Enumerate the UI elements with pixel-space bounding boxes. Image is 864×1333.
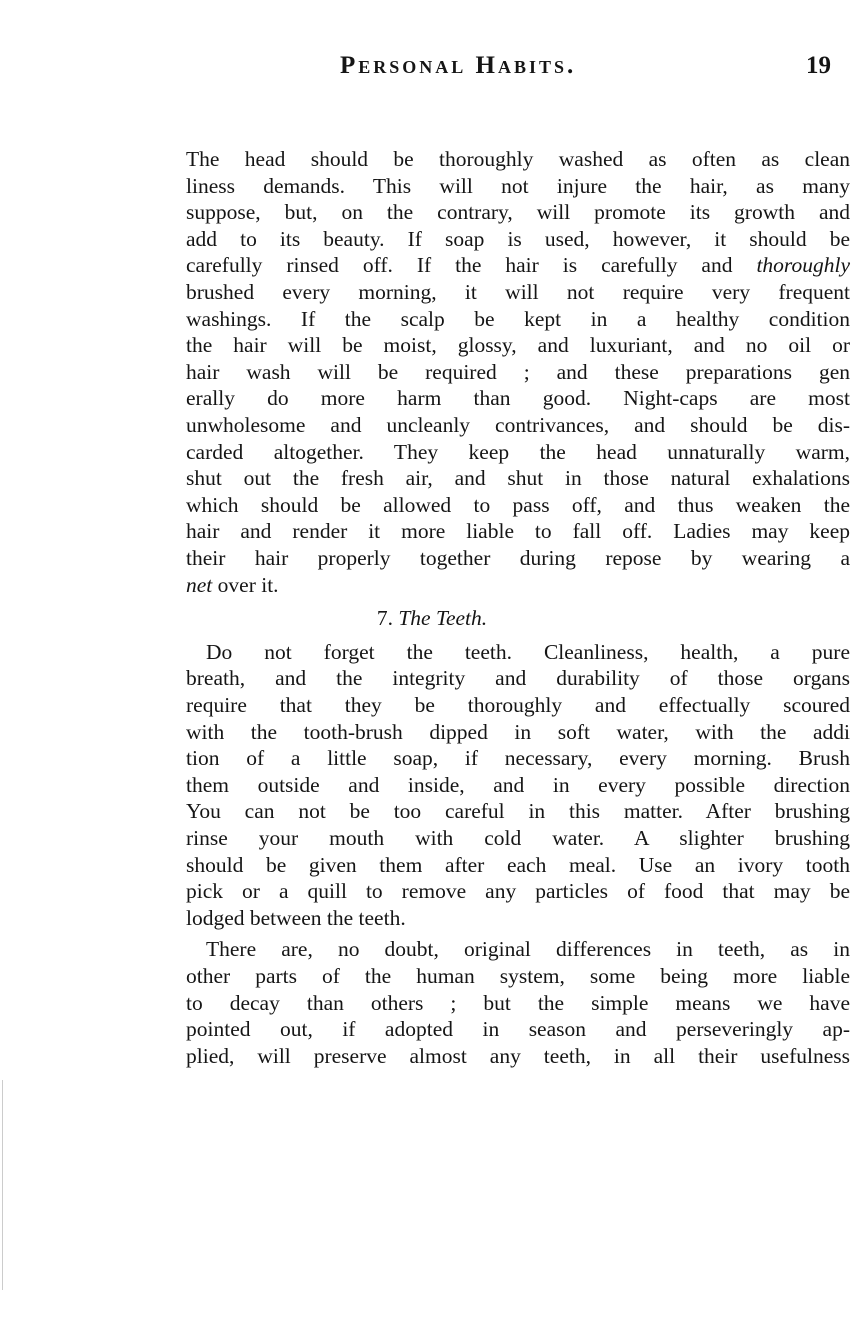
text-line: [186, 359, 850, 385]
italic-text: The Teeth.: [398, 606, 488, 631]
text-segment: 7.: [376, 606, 399, 631]
text-segment: hair wash will be required ; and these preparations gen: [186, 359, 850, 384]
text-line: [186, 146, 850, 172]
text-line: [186, 518, 850, 544]
text-line: [186, 332, 850, 358]
text-line: [186, 745, 850, 771]
text-line: [186, 990, 850, 1016]
text-line: [186, 772, 850, 798]
text-segment: over it.: [212, 572, 279, 597]
text-segment: hair and render it more liable to fall off. Ladies may keep: [186, 519, 850, 544]
italic-text: net: [186, 572, 213, 597]
text-segment: The head should be thoroughly washed as often as clean: [186, 147, 850, 171]
page-number: 19: [806, 52, 831, 79]
text-line: [186, 412, 850, 438]
text-segment: plied, will preserve almost any teeth, in all their usefulness: [186, 1043, 850, 1068]
text-line: [206, 639, 850, 665]
text-line: [186, 173, 850, 199]
text-line: [186, 439, 850, 465]
running-header-title: Personal Habits.: [340, 52, 577, 79]
text-segment: liness demands. This will not injure the hair, as many: [186, 173, 850, 198]
text-line: [186, 719, 850, 745]
text-segment: pointed out, if adopted in season and perseveringly ap-: [186, 1017, 850, 1042]
text-segment: washings. If the scalp be kept in a healthy condition: [186, 306, 850, 331]
text-line: [186, 963, 850, 989]
text-line: [186, 465, 850, 491]
text-line: [206, 936, 850, 962]
text-segment: There are, no doubt, original differences in teeth, as in: [206, 937, 850, 962]
text-segment: to decay than others ; but the simple means we have: [186, 990, 850, 1015]
text-line: [186, 692, 850, 718]
text-segment: carefully rinsed off. If the hair is carefully and: [186, 253, 757, 278]
text-segment: their hair properly together during repose by wearing a: [186, 546, 850, 570]
text-segment: which should be allowed to pass off, and thus weaken the: [186, 492, 850, 517]
page-edge-divider: [2, 1080, 3, 1290]
text-line: [186, 878, 850, 904]
text-segment: add to its beauty. If soap is used, however, it should be: [186, 226, 850, 251]
text-segment: other parts of the human system, some being more liable: [186, 964, 850, 988]
text-line: [186, 1016, 850, 1042]
text-segment: them outside and inside, and in every possible direction: [186, 772, 850, 797]
text-segment: brushed every morning, it will not require very frequent: [186, 280, 850, 304]
text-segment: Do not forget the teeth. Cleanliness, health, a pure: [206, 639, 850, 664]
text-line: [186, 665, 850, 691]
text-segment: You can not be too careful in this matter. After brushing: [186, 799, 850, 824]
text-line: [186, 385, 850, 411]
text-segment: suppose, but, on the contrary, will promote its growth and: [186, 200, 850, 225]
text-segment: should be given them after each meal. Use an ivory tooth: [186, 852, 850, 877]
text-segment: require that they be thoroughly and effectually scoured: [186, 693, 850, 717]
text-line: [186, 905, 850, 931]
text-segment: erally do more harm than good. Night-caps are most: [186, 386, 850, 411]
text-segment: shut out the fresh air, and shut in those natural exhalations: [186, 466, 850, 491]
text-segment: carded altogether. They keep the head unnaturally warm,: [186, 439, 850, 464]
section-heading: [0, 605, 864, 631]
text-segment: the hair will be moist, glossy, and luxuriant, and no oil or: [186, 333, 850, 358]
text-segment: lodged between the teeth.: [186, 905, 406, 930]
text-line: [186, 852, 850, 878]
text-line: [186, 825, 850, 851]
text-line: [186, 798, 850, 824]
text-segment: breath, and the integrity and durability of those organs: [186, 666, 850, 691]
text-line: [186, 252, 850, 278]
text-line: [186, 279, 850, 305]
text-segment: pick or a quill to remove any particles of food that may be: [186, 879, 850, 904]
text-segment: rinse your mouth with cold water. A slighter brushing: [186, 826, 850, 850]
text-segment: with the tooth-brush dipped in soft water, with the addi: [186, 719, 850, 744]
text-line: [186, 1043, 850, 1069]
italic-text: thoroughly: [756, 253, 850, 278]
text-line: [186, 492, 850, 518]
text-line: [186, 545, 850, 571]
text-line: [186, 226, 850, 252]
text-line: [186, 199, 850, 225]
text-line: [186, 306, 850, 332]
text-segment: unwholesome and uncleanly contrivances, and should be dis-: [186, 413, 850, 437]
text-segment: tion of a little soap, if necessary, every morning. Brush: [186, 746, 850, 771]
text-line: [186, 572, 850, 598]
